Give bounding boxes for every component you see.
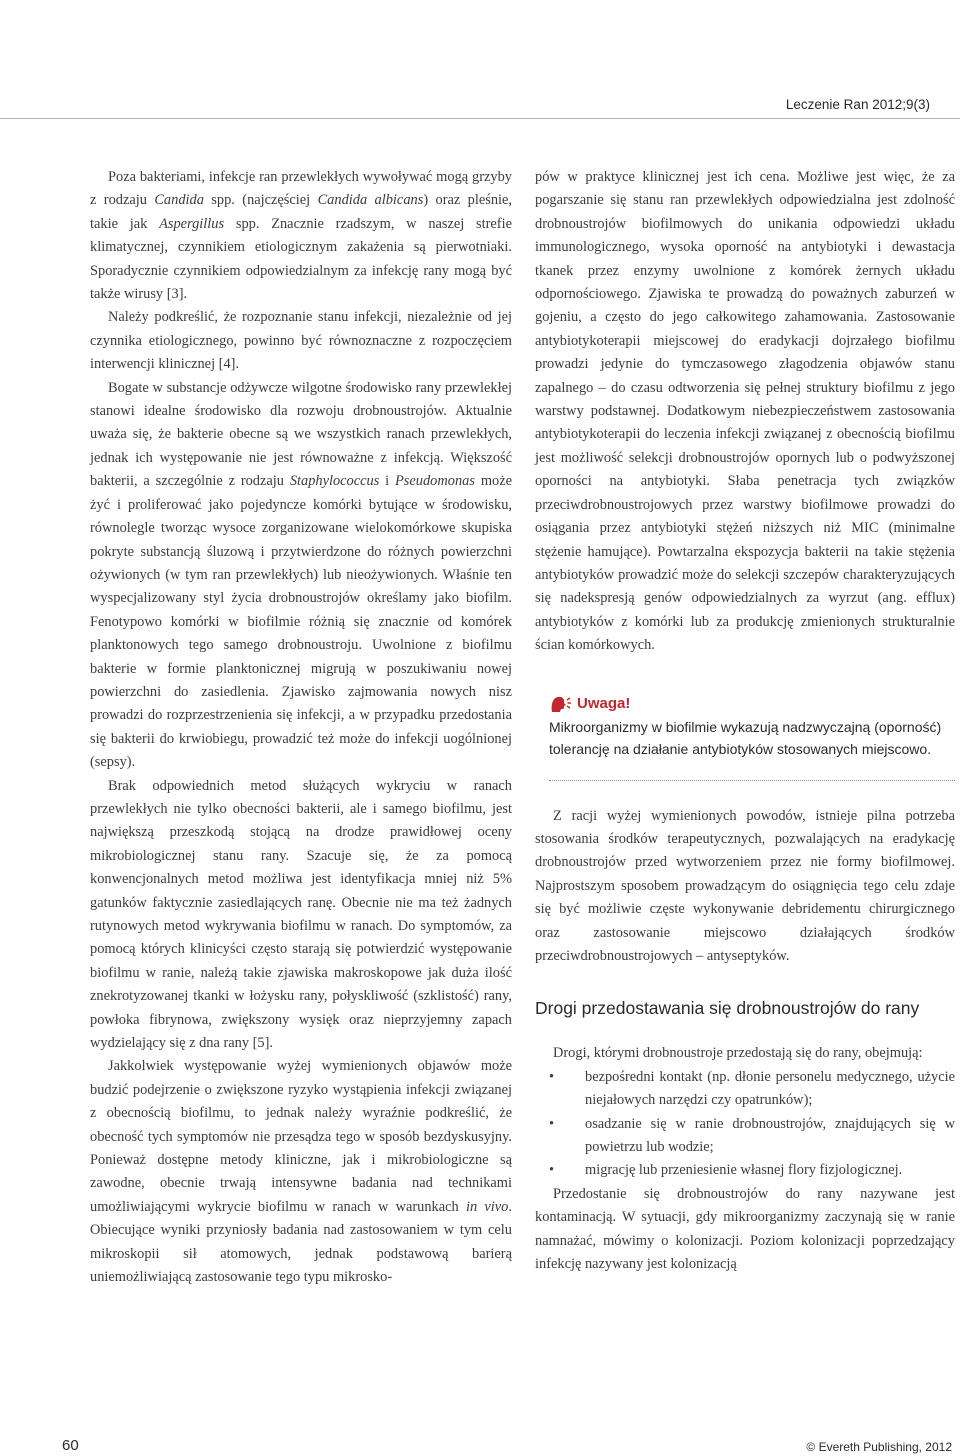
paragraph: Drogi, którymi drobnoustroje przedostają się do rany, obejmują:	[553, 1045, 923, 1062]
bullet-icon: •	[549, 1115, 555, 1132]
list-item: • bezpośredni kontakt (np. dłonie personelu medycznego, użycie niejałowych narzędzi czy opatrunków);	[535, 1066, 955, 1113]
copyright: © Evereth Publishing, 2012	[806, 1440, 952, 1454]
alert-text: Mikroorganizmy w biofilmie wykazują nadzwyczajną (oporność) tolerancję na działanie antybiotyków stosowanych miejscowo.	[549, 718, 942, 757]
paragraph: Przedostanie się drobnoustrojów do rany nazywane jest kontaminacją. W sytuacji, gdy mikroorganizmy zaczynają się w ranie namnażać, mówimy o kolonizacji. Poziom kolonizacji poprzedzający infekcję nazywany jest kolonizacją	[535, 1185, 955, 1273]
paragraph: Brak odpowiednich metod służących wykryciu w ranach przewlekłych nie tylko obecności bakterii, ale i samego biofilmu, jest największą przeszkodą stojącą na drodze prawidłowej oceny mikrobiologicznej stanu rany. Szacuje się, że za pomocą konwencjonalnych metod możliwa jest identyfikacja mniej niż 5% gatunków faktycznie zasiedlających ranę. Obecnie nie ma też żadnych rutynowych metod wykrywania biofilmu w ranach. Do symptomów, za pomocą których klinicyści często starają się potwierdzić występowanie biofilmu w ranie, należą takie zjawiska makroskopowe jak duża ilość znekrotyzowanej tkanki w łożysku rany, połyskliwość (szklistość) rany, powłoka fibrynowa, zwiększony wysięk oraz nieprzyjemny zapach wydzielający się z dna rany [5].	[90, 777, 512, 1052]
list-item: • osadzanie się w ranie drobnoustrojów, znajdujących się w powietrzu lub wodzie;	[535, 1113, 955, 1160]
paragraph: Poza bakteriami, infekcje ran przewlekłych wywoływać mogą grzyby z rodzaju Candida spp. (najczęściej Candida albicans) oraz pleśnie, takie jak Aspergillus spp. Znacznie rzadszym, w naszej strefie klimatycznej, czynnikiem etiologicznym zakażenia są pierwotniaki. Sporadycznie czynnikiem odpowiedzialnym za infekcję rany mogą być także wirusy [3].	[90, 169, 513, 303]
bullet-icon: •	[549, 1162, 555, 1179]
speaking-head-icon	[549, 694, 573, 714]
bullet-icon: •	[549, 1068, 555, 1085]
right-column	[535, 166, 955, 1276]
alert-title	[549, 694, 955, 714]
paragraph: Z racji wyżej wymienionych powodów, istnieje pilna potrzeba stosowania środków terapeutycznych, pozwalających na eradykację drobnoustrojów przed wytworzeniem przez nie formy biofilmowej. Najprostszym sposobem prowadzącym do osiągnięcia tego celu zdaje się być możliwie częste wykonywanie debridementu chirurgicznego oraz zastosowanie miejscowo działających środków przeciwdrobnoustrojowych – antyseptyków.	[535, 807, 955, 964]
paragraph: Należy podkreślić, że rozpoznanie stanu infekcji, niezależnie od jej czynnika etiologicznego, powinno być równoznaczne z rozpoczęciem interwencji klinicznej [4].	[90, 309, 512, 373]
list-item: • migrację lub przeniesienie własnej flory fizjologicznej.	[535, 1159, 955, 1182]
alert-box	[549, 694, 955, 781]
paragraph: pów w praktyce klinicznej jest ich cena. Możliwe jest więc, że za pogarszanie się stanu ran przewlekłych odpowiedzialna jest zdolność drobnoustrojów biofilmowych do unikania odpowiedzi układu immunologicznego, wysoka oporność na antybiotyki i dewastacja tkanek przez enzymy uwolnione z komórek żernych układu odpornościowego. Zjawiska te prowadzą do poważnych zaburzeń w gojeniu, a często do jego całkowitego zahamowania. Zastosowanie antybiotykoterapii miejscowej do eradykacji dojrzałego biofilmu prowadzi jedynie do tymczasowego złagodzenia objawów stanu zapalnego – do czasu odtworzenia się pełnej struktury biofilmu z jego warstwy podstawnej. Dodatkowym niebezpieczeństwem zastosowania antybiotykoterapii do leczenia infekcji związanej z obecnością biofilmu jest możliwość selekcji drobnoustrojów opornych lub o podwyższonej oporności na antybiotyki. Słaba penetracja tych związków przeciwdrobnoustrojowych przez warstwy biofilmowe prowadzi do osiągania przez antybiotyki stężeń niższych niż MIC (minimalne stężenie hamujące). Powtarzalna ekspozycja bakterii na takie stężenia antybiotyków prowadzić może do selekcji szczepów charakteryzujących się nadekspresją genów odpowiedzialnych za wyrzut (ang. efflux) antybiotyków z komórki lub za produkcję zmienionych strukturalnie ścian komórkowych.	[535, 169, 955, 654]
journal-header: Leczenie Ran 2012;9(3)	[785, 97, 930, 112]
bullet-list	[535, 1066, 955, 1183]
header-rule	[0, 118, 960, 119]
section-title: Drogi przedostawania się drobnoustrojów do rany	[535, 998, 920, 1019]
left-column	[90, 166, 512, 1290]
paragraph: Jakkolwiek występowanie wyżej wymienionych objawów może budzić podejrzenie o zwiększone ryzyko wystąpienia infekcji związanej z obecnością biofilmu, to jednak należy wyraźnie podkreślić, że obecność tych symptomów nie przesądza tego w sposób bezdyskusyjny. Ponieważ dostępne metody kliniczne, jak i mikrobiologiczne są zawodne, obecnie trwają intensywne badania nad technikami umożliwiającymi wykrycie biofilmu w ranach w warunkach in vivo. Obiecujące wyniki przyniosły badania nad zastosowaniem w tym celu mikroskopii sił atomowych, jednak podstawową barierą uniemożliwiającą zastosowanie tego typu mikrosko-	[90, 1058, 512, 1286]
alert-title-text: Uwaga!	[577, 695, 631, 713]
page-number: 60	[62, 1437, 79, 1454]
paragraph: Bogate w substancje odżywcze wilgotne środowisko rany przewlekłej stanowi idealne środowisko dla rozwoju drobnoustrojów. Aktualnie uważa się, że bakterie obecne są we wszystkich ranach przewlekłych, jednak ich występowanie nie jest równoważne z infekcją. Większość bakterii, a szczególnie z rodzaju Staphylococcus i Pseudomonas może żyć i proliferować jako pojedyncze komórki bytujące w środowisku, równolegle tworząc wysoce zorganizowane wielokomórkowe skupiska pokryte substancją śluzową i przytwierdzone do różnych powierzchni ożywionych (w tym ran przewlekłych) lub nieożywionych. Właśnie ten wyspecjalizowany styl życia drobnoustrojów określamy jako biofilm. Fenotypowo komórki w biofilmie różnią się znacznie od komórek planktonowych tego samego drobnoustroju. Uwolnione z biofilmu bakterie w formie planktonicznej migrują w poszukiwaniu nowej powierzchni do zasiedlenia. Zjawisko zajmowania nowych nisz prowadzi do rozprzestrzenienia się infekcji, a w przypadku przedostania się bakterii do krwiobiegu, prowadzić też może do infekcji uogólnionej (sepsy).	[90, 379, 512, 771]
